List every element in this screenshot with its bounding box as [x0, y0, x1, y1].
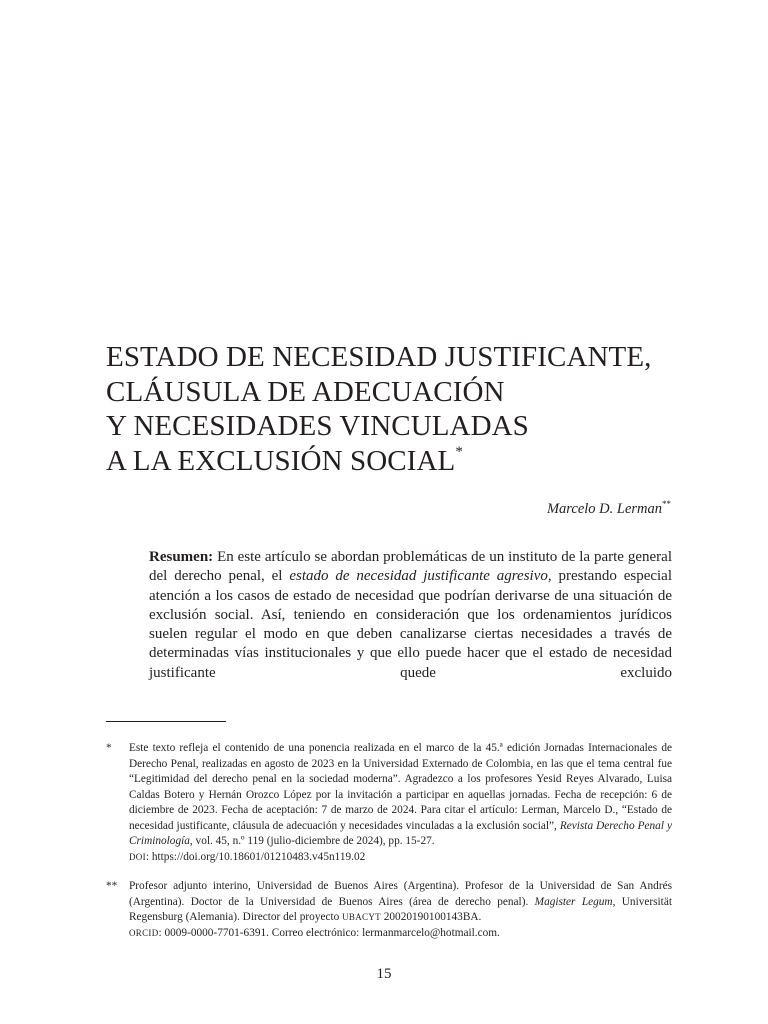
author-name: Marcelo D. Lerman: [546, 501, 662, 517]
journal-title: Revista Derecho Penal y Criminología: [129, 819, 672, 847]
doi-link[interactable]: : https://doi.org/10.18601/01210483.v45n119.02: [145, 850, 366, 863]
footnote-text: Profesor adjunto interino, Universidad de Buenos Aires (Argentina). Profesor de la Universidad de San Andrés (Argentina). Doctor de la Universidad de Buenos Aires (área de derecho penal).: [129, 880, 672, 908]
title-footnote-marker[interactable]: *: [455, 443, 463, 460]
article-title: [106, 340, 706, 478]
degree-title: Magister Legum: [534, 895, 613, 908]
project-label: UBACYT: [342, 912, 381, 922]
footnote-text: , Universität Regensburg (Alemania). Director del proyecto: [129, 895, 672, 923]
footnote-body: [129, 741, 672, 865]
doi-label: DOI: [129, 851, 146, 862]
title-line-last: [106, 444, 706, 479]
author-footnote-marker[interactable]: **: [662, 499, 671, 509]
footnote-marker: *: [106, 742, 112, 754]
footnote-2: [106, 879, 672, 941]
footnote-text: Este texto refleja el contenido de una ponencia realizada en el marco de la 45.ª edición Jornadas Internacionales de Derecho Penal, realizadas en agosto de 2023 en la Universidad Externado de Colombia, en las que el tema central fue “Legitimidad del derecho penal en la sociedad moderna”. Agradezco a los profesores Yesid Reyes Alvarado, Luisa Caldas Botero y Hernán Orozco López por la invitación a participar en aquellas jornadas. Fecha de recepción: 6 de diciembre de 2023. Fecha de aceptación: 7 de marzo de 2024. Para citar el artículo: Lerman, Marcelo D., “Estado de necesidad justificante, cláusula de adecuación y necesidades vinculadas a la exclusión social”,: [129, 742, 672, 832]
footnote-body: [129, 879, 672, 941]
page-number: 15: [376, 966, 392, 982]
abstract: [149, 548, 672, 683]
footnote-text: , vol. 45, n.º 119 (julio-diciembre de 2024), pp. 15-27.: [189, 835, 435, 847]
footnote-marker: **: [106, 880, 118, 892]
orcid-contact[interactable]: : 0009-0000-7701-6391. Correo electrónico: lermanmarcelo@hotmail.com.: [158, 926, 500, 939]
abstract-text: En este artículo se abordan problemáticas de un instituto de la parte general del derecho penal, el: [149, 549, 672, 585]
abstract-label: Resumen:: [149, 549, 214, 565]
abstract-emphasis: estado de necesidad justificante agresivo: [289, 568, 548, 585]
footnote-separator: [106, 721, 226, 722]
abstract-text: , prestando especial atención a los casos de estado de necesidad que podrían derivarse de una situación de exclusión social. Así, teniendo en consideración que los ordenamientos jurídicos suelen regular el modo en que deben canalizarse ciertas necesidades a través de determinadas vías institucionales y que ello puede hacer que el estado de necesidad justificante quede excluido: [149, 568, 672, 681]
title-line: CLÁUSULA DE ADECUACIÓN: [106, 375, 505, 408]
orcid-label: ORCID: [129, 927, 159, 938]
title-line: Y NECESIDADES VINCULADAS: [106, 410, 529, 442]
footnote-1: [106, 741, 672, 865]
title-line-text: A LA EXCLUSIÓN SOCIAL: [106, 444, 456, 477]
title-line: ESTADO DE NECESIDAD JUSTIFICANTE,: [106, 341, 652, 373]
project-code: 20020190100143BA.: [380, 911, 482, 923]
author-byline: [547, 501, 671, 518]
